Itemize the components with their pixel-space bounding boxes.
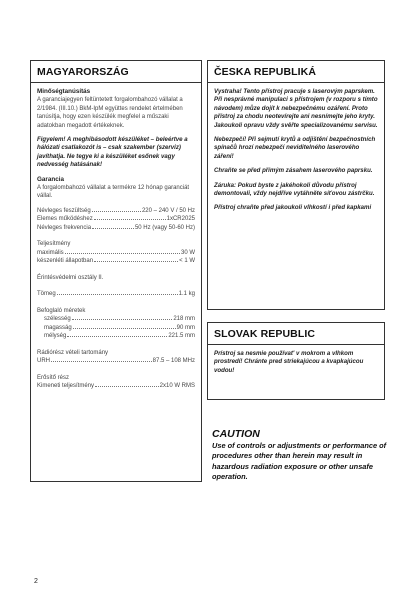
czech-paragraph: Záruka: Pokud byste z jakéhokoli důvodu přístroj demontovali, vždy nejdříve vytáhněte síťovou zástrčku.: [214, 181, 375, 198]
guarantee-heading: Garancia: [37, 175, 64, 183]
guarantee-text: A forgalombahozó vállalat a termékre 12 hónap garanciát vállal.: [37, 185, 190, 200]
czech-paragraph: Chraňte se před přímým zásahem laserového paprsku.: [214, 167, 373, 175]
czech-paragraph: Přístroj chraňte před jakoukoli vlhkostí i před kapkami: [214, 204, 372, 212]
hungary-section: [30, 60, 202, 482]
spec-row-urh: URH 87.5 – 108 MHz: [37, 358, 195, 364]
spec-row: készenléti állapotban < 1 W: [37, 258, 195, 265]
spec-row: Elemes működéshez 1xCR2025: [37, 216, 195, 223]
spec-group-dimensions: [37, 315, 195, 341]
power-heading: Teljesítmény: [37, 241, 71, 248]
protection-class: Érintésvédelmi osztály II.: [37, 274, 104, 281]
caution-text: Use of controls or adjustments or performance of procedures other than herein may result in hazardous radiation exposure or other unsafe operation.: [212, 441, 387, 482]
hungary-title: MAGYARORSZÁG: [31, 66, 201, 83]
spec-row: Névleges frekvencia 50 Hz (vagy 50-60 Hz): [37, 224, 195, 231]
slovak-paragraph: Prístroj sa nesmie používat' v mokrom a vlhkom prostredí! Chránte pred striekajúcou a kvapkajúcou vodou!: [214, 350, 364, 374]
spec-row: magasság 90 mm: [44, 324, 195, 331]
spec-row: maximális 30 W: [37, 249, 195, 256]
czech-title: ČESKA REPUBLIKÁ: [208, 66, 384, 83]
warranty-text: A garanciajegyen feltüntetett forgalombahozó vállalat a 2/1984. (III.10.) BkM-IpM együttes rendelet értelmében tanúsítja, hogy ezen készülék megfelel a műszaki adatokban megadott értékeknek.: [37, 97, 183, 129]
caution-title: CAUTION: [212, 428, 260, 440]
czech-paragraph: Vystraha! Tento přístroj pracuje s laserovým paprskem. Při nesprávné manipulaci s přístrojem (v rozporu s tímto návodem) můze dojít k nebezpečnému ozáření. Proto přístroj za chodu neotevírejte ani nesnímejte jeho kryty. Jakoukoli opravu vždy svěřte specializovanému servisu.: [214, 88, 378, 129]
spec-group-power: [37, 249, 195, 266]
spec-row-weight: Tömeg 1.1 kg: [37, 291, 195, 298]
spec-row-output: Kimeneti teljesítmény 2x10 W RMS: [37, 382, 195, 389]
czech-section: [207, 60, 385, 310]
slovak-section: [207, 322, 385, 400]
spec-row: Névleges feszültség 220 – 240 V / 50 Hz: [37, 207, 195, 214]
dimensions-heading: Befoglaló méretek: [37, 307, 86, 314]
spec-group-voltage: [37, 207, 195, 233]
radio-heading: Rádiórész vételi tartomány: [37, 349, 109, 356]
page-number: 2: [34, 578, 38, 585]
slovak-title: SLOVAK REPUBLIC: [208, 328, 384, 345]
warning-text: Figyelem! A meghibásodott készüléket – beleértve a hálózati csatlakozót is – csak szakember (szerviz) javíthatja. Ne tegye ki a készüléket esőnek vagy nedvesség hatásának!: [37, 136, 188, 169]
spec-row: szélesség 218 mm: [44, 316, 195, 323]
warranty-heading: Minőségtanúsítás: [37, 88, 91, 95]
amp-heading: Erősítő rész: [37, 374, 70, 381]
spec-row: mélység 221.5 mm: [44, 333, 195, 340]
czech-paragraph: Nebezpečí! Při sejmutí krytů a odjištění bezpečnostních spínačů hrozí nebezpečí neviditelného laserového záření!: [214, 136, 376, 160]
